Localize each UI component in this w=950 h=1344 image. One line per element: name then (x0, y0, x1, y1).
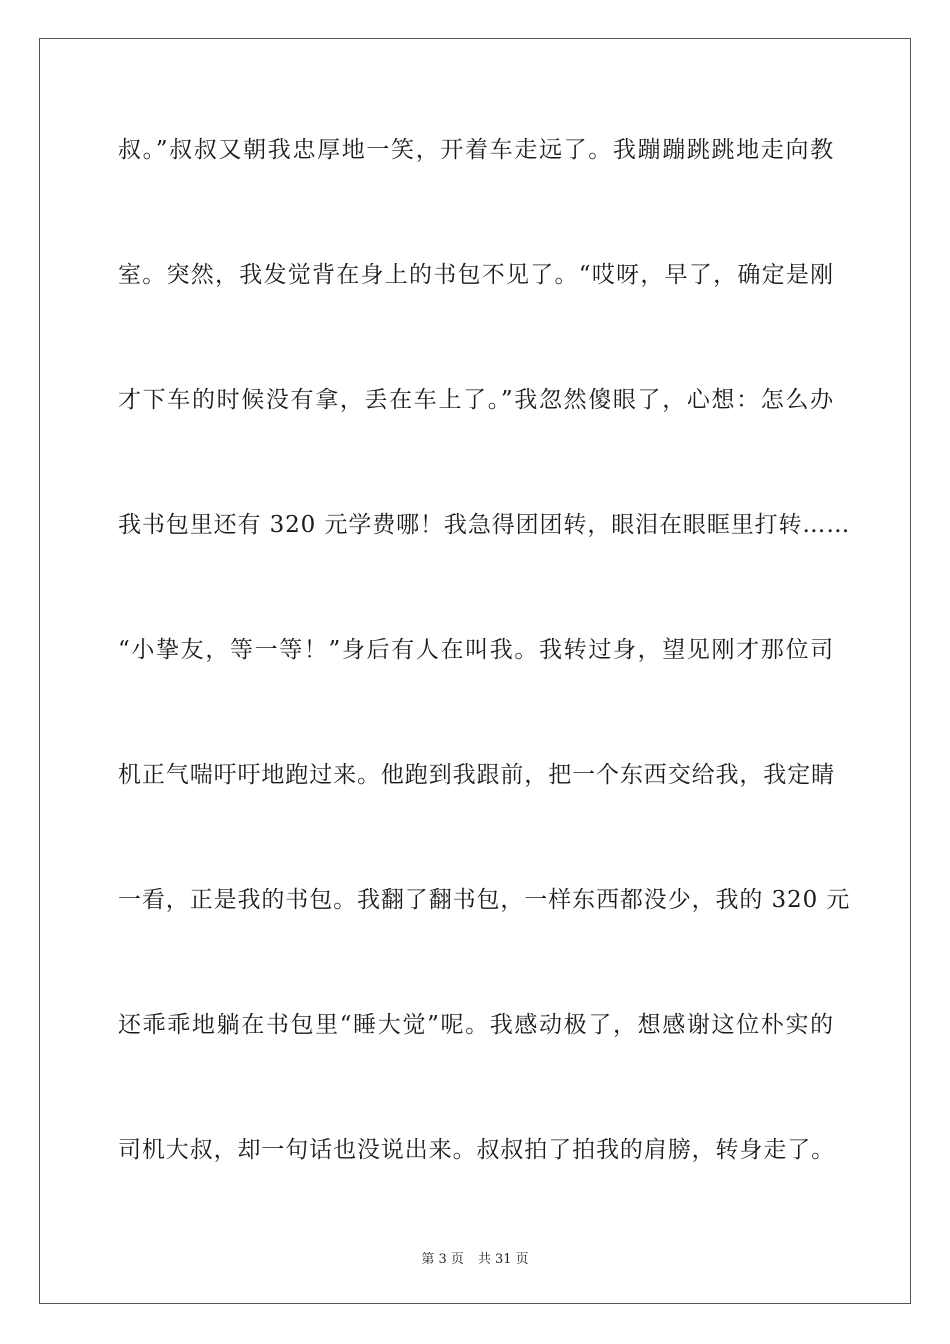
page-total: 共 31 页 (477, 1252, 529, 1267)
text-line-1: 叔。”叔叔又朝我忠厚地一笑，开着车走远了。我蹦蹦跳跳地走向教 (118, 137, 834, 163)
page-number: 第 3 页 (421, 1252, 464, 1267)
document-body (118, 121, 851, 1246)
text-line-2: 室。突然，我发觉背在身上的书包不见了。“哎呀，早了，确定是刚 (118, 262, 834, 288)
text-line-8: 还乖乖地躺在书包里“睡大觉”呢。我感动极了，想感谢这位朴实的 (118, 1012, 834, 1038)
text-line-3: 才下车的时候没有拿，丢在车上了。”我忽然傻眼了，心想：怎么办 (118, 387, 834, 413)
text-line-6: 机正气喘吁吁地跑过来。他跑到我跟前，把一个东西交给我，我定睛 (118, 762, 835, 788)
page-footer (0, 1248, 950, 1267)
text-line-9: 司机大叔，却一句话也没说出来。叔叔拍了拍我的肩膀，转身走了。 (118, 1137, 835, 1163)
text-line-4: 我书包里还有 320 元学费哪！我急得团团转，眼泪在眼眶里打转…… (118, 512, 851, 538)
text-line-7: 一看，正是我的书包。我翻了翻书包，一样东西都没少，我的 320 元 (118, 887, 851, 913)
text-line-5: “小挚友，等一等！”身后有人在叫我。我转过身，望见刚才那位司 (118, 637, 834, 663)
